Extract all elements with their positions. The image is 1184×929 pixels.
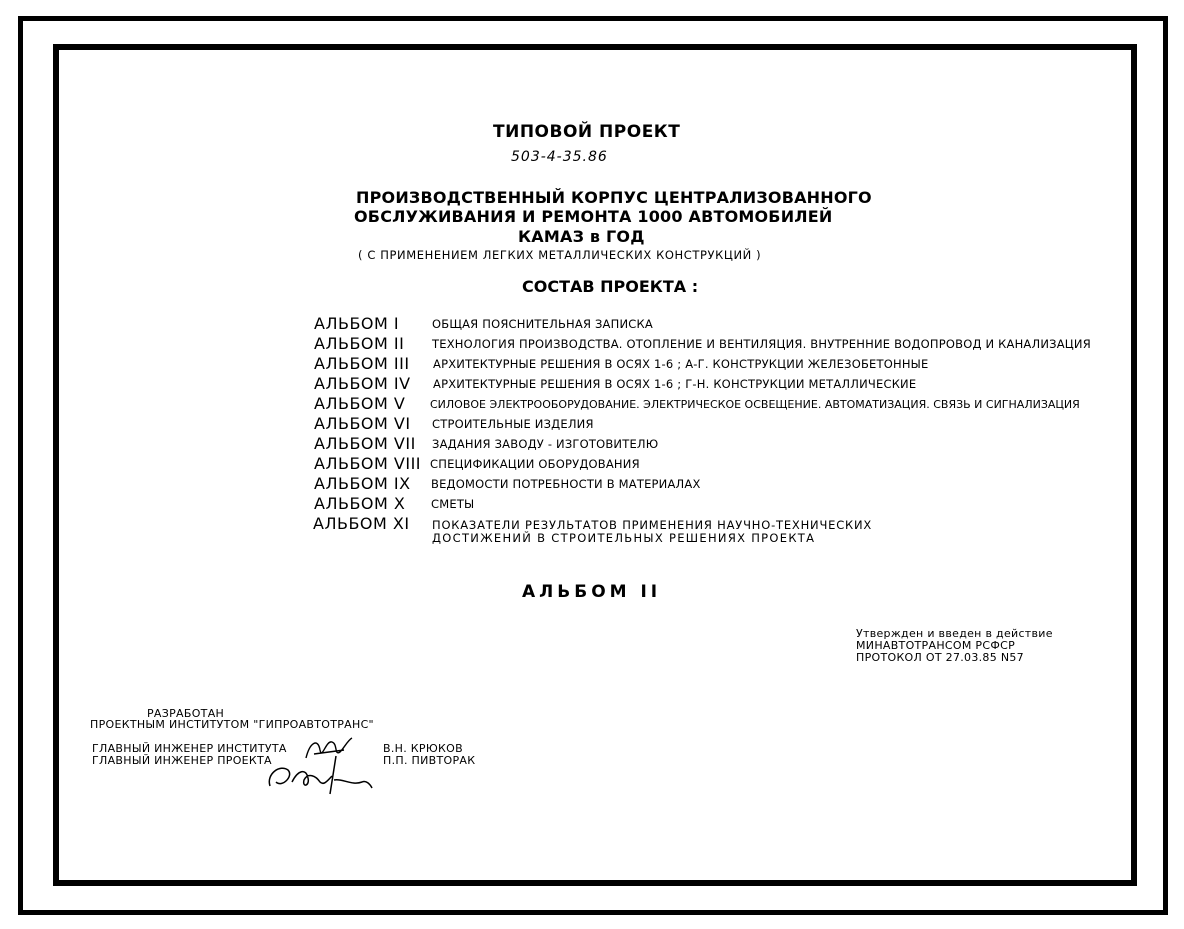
album-description: СМЕТЫ bbox=[431, 497, 475, 511]
project-name-line1: ПРОИЗВОДСТВЕННЫЙ КОРПУС ЦЕНТРАЛИЗОВАННОГО bbox=[356, 188, 872, 207]
chief-engineer-project-name: П.П. ПИВТОРАК bbox=[383, 754, 476, 767]
album-description: АРХИТЕКТУРНЫЕ РЕШЕНИЯ В ОСЯХ 1-6 ; А-Г. КОНСТРУКЦИИ ЖЕЛЕЗОБЕТОННЫЕ bbox=[433, 357, 929, 371]
album-description: ОБЩАЯ ПОЯСНИТЕЛЬНАЯ ЗАПИСКА bbox=[432, 317, 653, 331]
current-album: АЛЬБОМ II bbox=[522, 582, 662, 602]
album-description-continued: ДОСТИЖЕНИЙ В СТРОИТЕЛЬНЫХ РЕШЕНИЯХ ПРОЕКТА bbox=[432, 531, 816, 545]
project-name-line2: ОБСЛУЖИВАНИЯ И РЕМОНТА 1000 АВТОМОБИЛЕЙ bbox=[354, 207, 833, 226]
album-label: АЛЬБОМ VI bbox=[314, 414, 411, 433]
approval-line1: Утвержден и введен в действие bbox=[856, 627, 1053, 640]
project-name-line4: ( С ПРИМЕНЕНИЕМ ЛЕГКИХ МЕТАЛЛИЧЕСКИХ КОНСТРУКЦИЙ ) bbox=[358, 248, 762, 262]
approval-line3: ПРОТОКОЛ ОТ 27.03.85 N57 bbox=[856, 651, 1024, 664]
doc-title: ТИПОВОЙ ПРОЕКТ bbox=[493, 122, 681, 142]
album-description: АРХИТЕКТУРНЫЕ РЕШЕНИЯ В ОСЯХ 1-6 ; Г-Н. КОНСТРУКЦИИ МЕТАЛЛИЧЕСКИЕ bbox=[433, 377, 917, 391]
album-description: ПОКАЗАТЕЛИ РЕЗУЛЬТАТОВ ПРИМЕНЕНИЯ НАУЧНО-ТЕХНИЧЕСКИХ bbox=[432, 518, 873, 532]
signature-project-engineer bbox=[262, 752, 377, 797]
album-label: АЛЬБОМ II bbox=[314, 334, 405, 353]
album-description: СИЛОВОЕ ЭЛЕКТРООБОРУДОВАНИЕ. ЭЛЕКТРИЧЕСКОЕ ОСВЕЩЕНИЕ. АВТОМАТИЗАЦИЯ. СВЯЗЬ И СИГНАЛИЗАЦИЯ bbox=[430, 398, 1080, 411]
project-code: 503-4-35.86 bbox=[511, 149, 608, 165]
developer-line1: РАЗРАБОТАН bbox=[147, 707, 225, 720]
album-label: АЛЬБОМ VIII bbox=[314, 454, 422, 473]
album-description: ТЕХНОЛОГИЯ ПРОИЗВОДСТВА. ОТОПЛЕНИЕ И ВЕНТИЛЯЦИЯ. ВНУТРЕННИЕ ВОДОПРОВОД И КАНАЛИЗАЦИЯ bbox=[432, 337, 1091, 351]
chief-engineer-institute-name: В.Н. КРЮКОВ bbox=[383, 742, 463, 755]
album-label: АЛЬБОМ IV bbox=[314, 374, 411, 393]
chief-engineer-project-role: ГЛАВНЫЙ ИНЖЕНЕР ПРОЕКТА bbox=[92, 754, 272, 767]
approval-line2: МИНАВТОТРАНСОМ РСФСР bbox=[856, 639, 1016, 652]
developer-line2: ПРОЕКТНЫМ ИНСТИТУТОМ "ГИПРОАВТОТРАНС" bbox=[90, 718, 374, 731]
album-label: АЛЬБОМ III bbox=[314, 354, 410, 373]
chief-engineer-institute-role: ГЛАВНЫЙ ИНЖЕНЕР ИНСТИТУТА bbox=[92, 742, 287, 755]
album-label: АЛЬБОМ VII bbox=[314, 434, 416, 453]
album-description: ВЕДОМОСТИ ПОТРЕБНОСТИ В МАТЕРИАЛАХ bbox=[431, 477, 701, 491]
album-label: АЛЬБОМ I bbox=[314, 314, 400, 333]
album-label: АЛЬБОМ V bbox=[314, 394, 406, 413]
project-name-line3: КАМАЗ в ГОД bbox=[518, 227, 645, 246]
composition-heading: СОСТАВ ПРОЕКТА : bbox=[522, 277, 699, 296]
album-label: АЛЬБОМ X bbox=[314, 494, 406, 513]
album-description: СТРОИТЕЛЬНЫЕ ИЗДЕЛИЯ bbox=[432, 417, 594, 431]
album-label: АЛЬБОМ XI bbox=[313, 514, 410, 533]
album-description: СПЕЦИФИКАЦИИ ОБОРУДОВАНИЯ bbox=[430, 457, 640, 471]
album-description: ЗАДАНИЯ ЗАВОДУ - ИЗГОТОВИТЕЛЮ bbox=[432, 437, 659, 451]
album-label: АЛЬБОМ IX bbox=[314, 474, 411, 493]
